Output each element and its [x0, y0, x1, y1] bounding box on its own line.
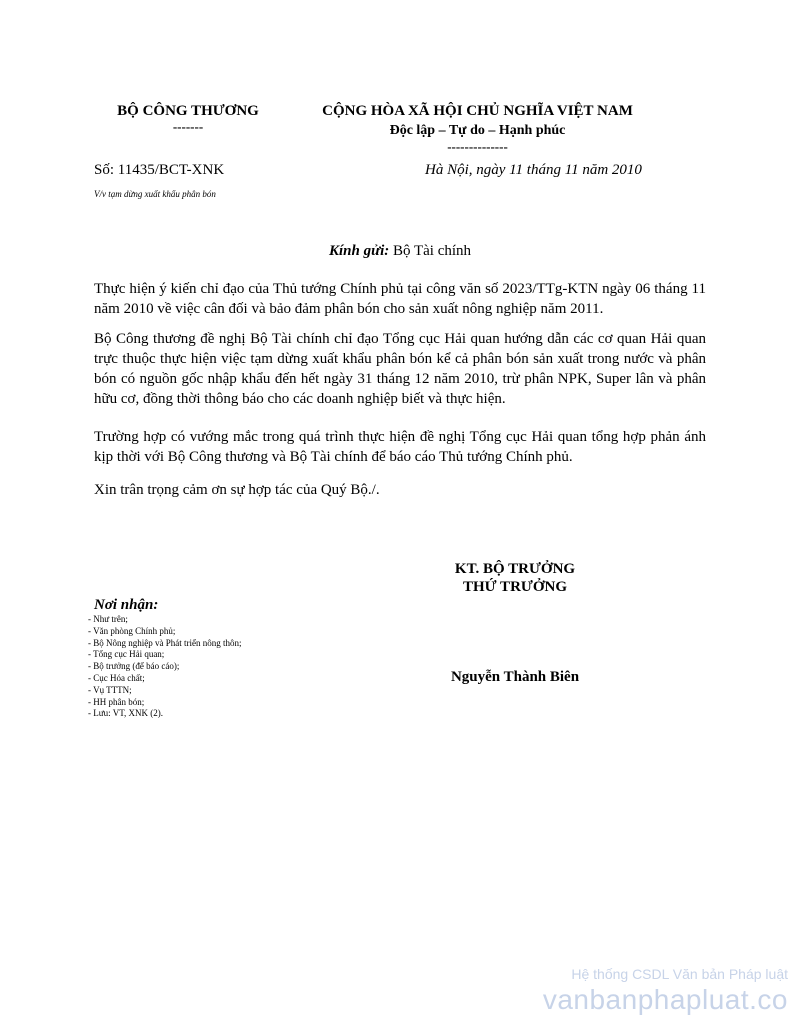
- national-motto: Độc lập – Tự do – Hạnh phúc: [389, 123, 566, 138]
- recipient-item: - Vụ TTTN;: [88, 684, 132, 695]
- recipient-line: [0, 243, 800, 260]
- recipients-title: Nơi nhận:: [94, 597, 159, 613]
- body-paragraph-2: Bộ Công thương đề nghị Bộ Tài chính chỉ đạo Tổng cục Hải quan hướng dẫn các cơ quan Hải quan trực thuộc thực hiện việc tạm dừng xuất khẩu phân bón kể cả phân bón sản xuất trong nước và phân bón có nguồn gốc nhập khẩu đến hết ngày 31 tháng 12 năm 2010, trừ phân NPK, Super lân và phân hữu cơ, đồng thời thông báo cho các doanh nghiệp biết và thực hiện.: [94, 331, 706, 407]
- issuer-divider: -------: [172, 119, 204, 134]
- signature-block: [380, 560, 650, 596]
- document-subject: V/v tạm dừng xuất khẩu phân bón: [94, 189, 216, 199]
- recipient-item: - Như trên;: [88, 614, 128, 624]
- recipient-item: - HH phân bón;: [88, 696, 145, 707]
- recipient-item: - Cục Hóa chất;: [88, 672, 145, 683]
- motto-divider: --------------: [447, 139, 508, 154]
- place-date: Hà Nội, ngày 11 tháng 11 năm 2010: [425, 162, 642, 178]
- body-paragraph-3: Trường hợp có vướng mắc trong quá trình thực hiện đề nghị Tổng cục Hải quan tổng hợp phản ánh kịp thời với Bộ Công thương và Bộ Tài chính để báo cáo Thủ tướng Chính phủ.: [94, 429, 706, 465]
- recipient-item: - Lưu: VT, XNK (2).: [88, 708, 164, 719]
- recipient-item: - Tổng cục Hải quan;: [88, 649, 165, 660]
- signer-name: Nguyễn Thành Biên: [450, 669, 580, 685]
- recipients-list: [88, 614, 241, 720]
- national-title: CỘNG HÒA XÃ HỘI CHỦ NGHĨA VIỆT NAM: [322, 103, 633, 119]
- issuer-block: [88, 101, 288, 132]
- recipient-label: Kính gửi:: [328, 243, 390, 259]
- watermark: [543, 966, 788, 1018]
- recipient-item: - Bộ trưởng (để báo cáo);: [88, 661, 180, 672]
- recipient-name: Bộ Tài chính: [389, 243, 472, 259]
- signature-title-1: KT. BỘ TRƯỞNG: [454, 561, 576, 577]
- document-number: Số: 11435/BCT-XNK: [94, 162, 225, 178]
- body-paragraph-4: Xin trân trọng cảm ơn sự hợp tác của Quý Bộ./.: [94, 482, 380, 498]
- watermark-site: vanbanphapluat.co: [542, 984, 788, 1015]
- recipient-item: - Bộ Nông nghiệp và Phát triển nông thôn;: [88, 637, 242, 648]
- signature-title-2: THỨ TRƯỞNG: [462, 579, 568, 595]
- recipient-item: - Văn phòng Chính phủ;: [88, 625, 176, 636]
- national-header: [300, 101, 655, 152]
- issuer-name: BỘ CÔNG THƯƠNG: [117, 103, 259, 119]
- watermark-caption: Hệ thống CSDL Văn bản Pháp luật: [571, 966, 788, 982]
- body-paragraph-1: Thực hiện ý kiến chỉ đạo của Thủ tướng Chính phủ tại công văn số 2023/TTg-KTN ngày 06 tháng 11 năm 2010 về việc cân đối và bảo đảm phân bón cho sản xuất nông nghiệp năm 2011.: [94, 281, 706, 317]
